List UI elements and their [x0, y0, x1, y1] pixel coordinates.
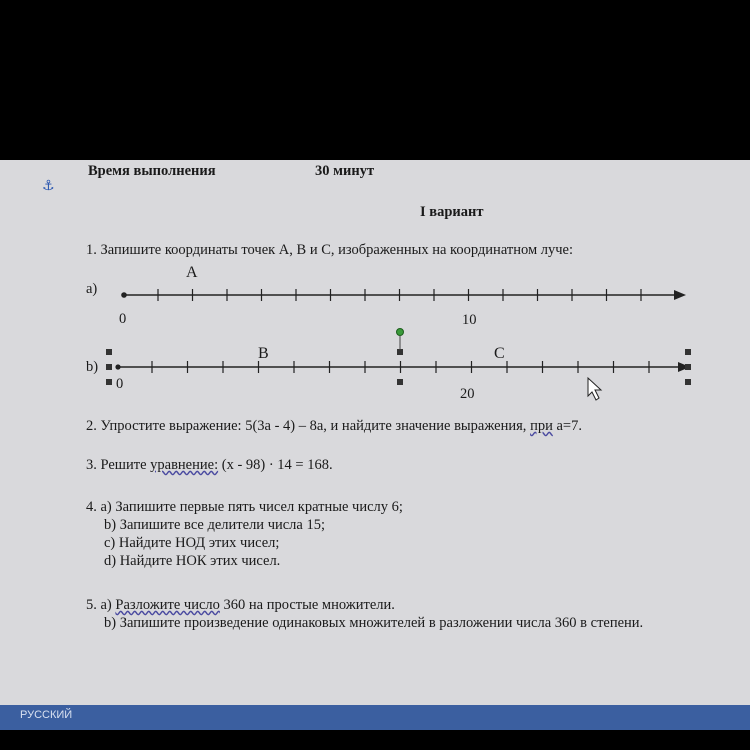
ray-b-tick-label: 20	[460, 386, 475, 402]
selection-handle	[106, 364, 112, 370]
anchor-icon[interactable]: ⚓	[42, 178, 55, 194]
ray-a-label: a)	[86, 281, 98, 297]
ray-a-origin-dot	[121, 292, 127, 298]
selection-handle	[106, 349, 112, 355]
ray-a-tick-label: 10	[462, 312, 477, 328]
variant-title: I вариант	[420, 204, 484, 220]
task4a-text: 4. a) Запишите первые пять чисел кратные числу 6;	[86, 499, 403, 515]
task4d-text: d) Найдите НОК этих чисел.	[104, 553, 281, 569]
point-b-label: B	[258, 345, 269, 362]
task4c-text: c) Найдите НОД этих чисел;	[104, 535, 280, 551]
task1-text: 1. Запишите координаты точек A, B и C, изображенных на координатном луче:	[86, 242, 573, 258]
selection-handle	[106, 379, 112, 385]
ray-a-origin: 0	[119, 311, 127, 327]
ray-a-arrow	[674, 290, 686, 300]
selection-handle	[685, 364, 691, 370]
mouse-cursor-icon	[588, 378, 601, 400]
point-a-label: A	[186, 264, 198, 281]
spell-marked-word: уравнение:	[150, 457, 219, 473]
language-indicator[interactable]: РУССКИЙ	[20, 709, 73, 721]
selection-handle	[397, 379, 403, 385]
rotate-handle	[397, 329, 404, 336]
spell-marked-word: Разложите число	[115, 597, 220, 613]
ray-b-origin-dot	[115, 364, 120, 369]
ray-b-label: b)	[86, 359, 99, 375]
task3-text: 3. Решите уравнение: (x - 98) · 14 = 168.	[86, 457, 333, 473]
number-rays	[0, 160, 750, 705]
selection-handle	[685, 349, 691, 355]
task2-text: 2. Упростите выражение: 5(3a - 4) – 8a, и найдите значение выражения, при a=7.	[86, 418, 582, 434]
spell-marked-word: при	[530, 418, 553, 434]
taskbar	[0, 705, 750, 730]
task4b-text: b) Запишите все делители числа 15;	[104, 517, 326, 533]
task5b-text: b) Запишите произведение одинаковых множителей в разложении числа 360 в степени.	[104, 615, 644, 631]
ray-b-origin: 0	[116, 376, 124, 392]
selection-handle	[685, 379, 691, 385]
task5a-text: 5. a) Разложите число 360 на простые множители.	[86, 597, 395, 613]
time-value: 30 минут	[315, 163, 375, 179]
time-label: Время выполнения	[88, 163, 216, 179]
document-page	[0, 160, 750, 705]
point-c-label: C	[494, 345, 505, 362]
